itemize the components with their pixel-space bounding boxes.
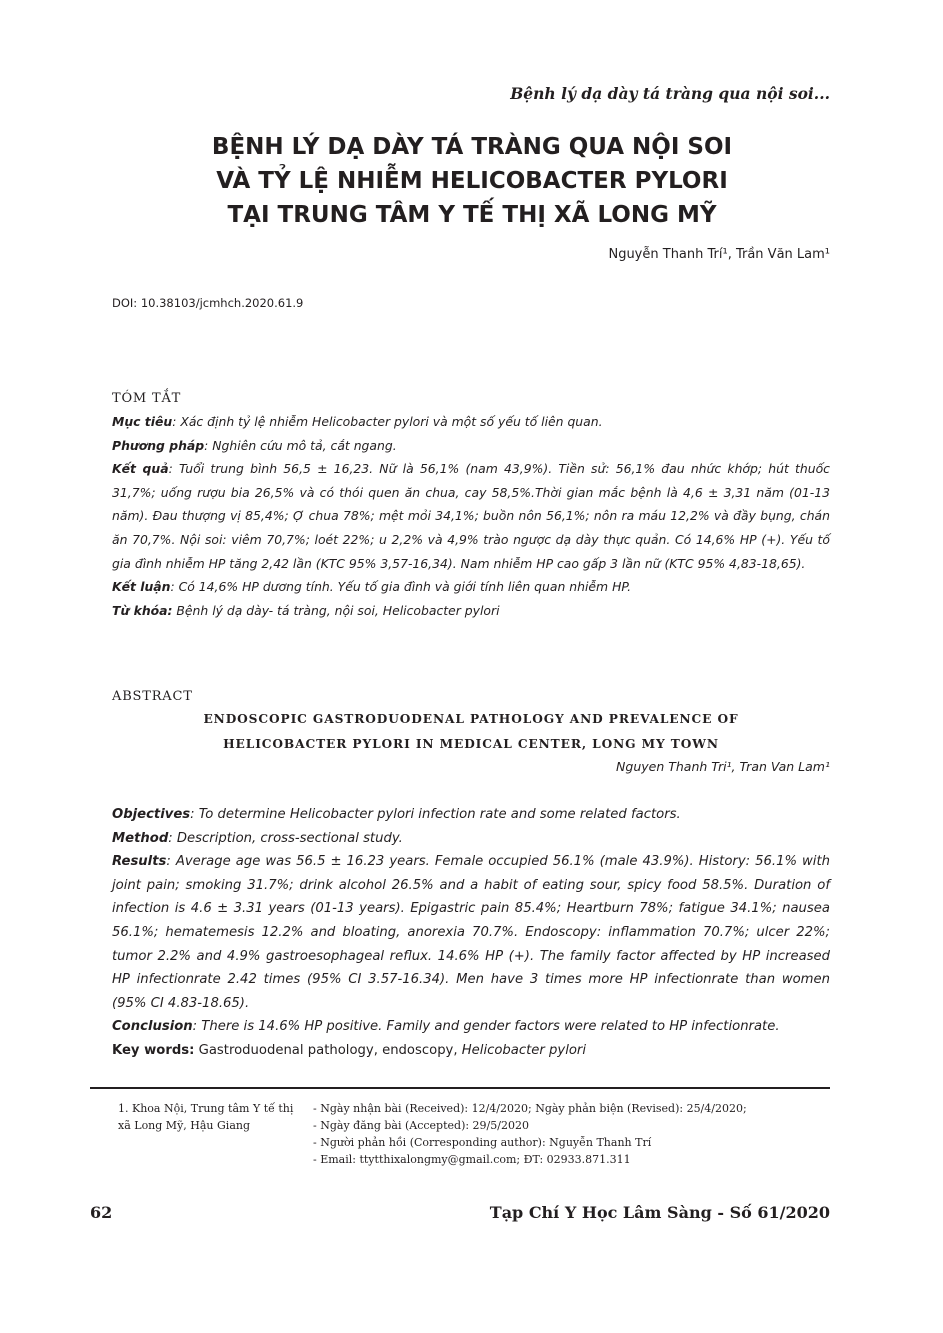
authors-vietnamese: Nguyễn Thanh Trí¹, Trần Văn Lam¹ (608, 247, 830, 262)
text-keywords-italic: Helicobacter pylori (461, 1042, 587, 1058)
label-method: Method (112, 830, 169, 846)
text-results: : Average age was 56.5 ± 16.23 years. Female occupied 56.1% (male 43.9%). History: 56.1% with joint pain; smoking 31.7%; drink alcohol 26.5% and a habit of eating sour, spicy food 58.5%. Duration of infection is 4.6 ± 3.31 years (01-13 years). Epigastric pain 85.4%; Heartburn 78%; fatigue 34.1%; nausea 56.1%; hematemesis 12.2% and bloating, anorexia 70.7%. Endoscopy: inflammation 70.7%; ulcer 22%; tumor 2.2% and 4.9% gastroesophageal reflux. 14.6% HP (+). The family factor affected by HP increased HP infectionrate 2.42 times (95% CI 3.57-16.34). Men have 3 times more HP infectionrate than women (95% CI 4.83-18.65). (112, 854, 830, 1011)
abstract-title-line-2: HELICOBACTER PYLORI IN MEDICAL CENTER, LONG MY TOWN (223, 737, 719, 751)
text-tu-khoa: Bệnh lý dạ dày- tá tràng, nội soi, Helicobacter pylori (172, 602, 500, 618)
title-line-2: VÀ TỶ LỆ NHIỄM HELICOBACTER PYLORI (216, 168, 728, 194)
abstract-title-line-1: ENDOSCOPIC GASTRODUODENAL PATHOLOGY AND PREVALENCE OF (203, 712, 739, 726)
label-objectives: Objectives (112, 807, 191, 822)
affiliation-note (118, 1100, 293, 1134)
text-keywords-plain: Gastroduodenal pathology, endoscopy, (194, 1042, 462, 1058)
page-number: 62 (90, 1203, 113, 1222)
text-muc-tieu: : Xác định tỷ lệ nhiễm Helicobacter pylori và một số yếu tố liên quan. (172, 414, 603, 429)
tomtat-ket-luan (112, 575, 830, 599)
tomtat-body (112, 410, 830, 622)
text-objectives: : To determine Helicobacter pylori infection rate and some related factors. (190, 807, 681, 822)
footnote-divider (90, 1087, 830, 1089)
tomtat-phuong-phap (112, 434, 830, 458)
label-results: Results (112, 854, 167, 870)
tomtat-tu-khoa (112, 599, 830, 623)
affiliation-line-2: xã Long Mỹ, Hậu Giang (118, 1119, 250, 1132)
title-line-3: TẠI TRUNG TÂM Y TẾ THỊ XÃ LONG MỸ (227, 202, 717, 228)
accepted-date: - Ngày đăng bài (Accepted): 29/5/2020 (313, 1119, 529, 1132)
doi[interactable]: DOI: 10.38103/jcmhch.2020.61.9 (112, 296, 304, 310)
title-line-1: BỆNH LÝ DẠ DÀY TÁ TRÀNG QUA NỘI SOI (211, 134, 733, 160)
label-ket-luan: Kết luận (112, 579, 171, 595)
article-title (150, 130, 794, 232)
text-phuong-phap: : Nghiên cứu mô tả, cắt ngang. (204, 437, 397, 453)
abstract-objectives (112, 803, 830, 827)
contact-email[interactable]: - Email: ttytthixalongmy@gmail.com; ĐT: 02933.871.311 (313, 1153, 631, 1166)
authors-english: Nguyen Thanh Tri¹, Tran Van Lam¹ (616, 759, 830, 774)
label-tu-khoa: Từ khóa: (112, 602, 173, 618)
abstract-body (112, 803, 830, 1063)
label-conclusion: Conclusion (112, 1019, 193, 1035)
abstract-title (112, 707, 830, 757)
label-keywords: Key words: (112, 1042, 195, 1058)
tomtat-heading: TÓM TẮT (112, 391, 182, 406)
abstract-keywords (112, 1039, 830, 1063)
abstract-conclusion (112, 1015, 830, 1039)
abstract-results (112, 850, 830, 1015)
tomtat-ket-qua (112, 457, 830, 575)
journal-name: Tạp Chí Y Học Lâm Sàng - Số 61/2020 (489, 1203, 830, 1222)
received-date: - Ngày nhận bài (Received): 12/4/2020; Ngày phản biện (Revised): 25/4/2020; (313, 1102, 747, 1115)
text-method: : Description, cross-sectional study. (168, 830, 403, 846)
corresponding-author: - Người phản hồi (Corresponding author): Nguyễn Thanh Trí (313, 1136, 652, 1149)
affiliation-line-1: 1. Khoa Nội, Trung tâm Y tế thị (118, 1102, 294, 1115)
running-head: Bệnh lý dạ dày tá tràng qua nội soi... (510, 84, 830, 103)
abstract-method (112, 827, 830, 851)
label-muc-tieu: Mục tiêu (112, 414, 173, 429)
article-dates-note (313, 1100, 747, 1168)
label-ket-qua: Kết quả (112, 461, 169, 477)
tomtat-muc-tieu (112, 410, 830, 434)
text-ket-luan: : Có 14,6% HP dương tính. Yếu tố gia đình và giới tính liên quan nhiễm HP. (170, 579, 632, 595)
text-conclusion: : There is 14.6% HP positive. Family and gender factors were related to HP infectionrate. (192, 1019, 780, 1035)
abstract-heading: ABSTRACT (112, 689, 193, 704)
text-ket-qua: : Tuổi trung bình 56,5 ± 16,23. Nữ là 56,1% (nam 43,9%). Tiền sử: 56,1% đau nhức khớp; hút thuốc 31,7%; uống rượu bia 26,5% và có thói quen ăn chua, cay 58,5%.Thời gian mắc bệnh là 4,6 ± 3,31 năm (01-13 năm). Đau thượng vị 85,4%; Ợ chua 78%; mệt mỏi 34,1%; buồn nôn 56,1%; nôn ra máu 12,2% và đầy bụng, chán ăn 70,7%. Nội soi: viêm 70,7%; loét 22%; u 2,2% và 4,9% trào ngược dạ dày thực quản. Có 14,6% HP (+). Yếu tố gia đình nhiễm HP tăng 2,42 lần (KTC 95% 3,57-16,34). Nam nhiễm HP cao gấp 3 lần nữ (KTC 95% 4,83-18,65). (112, 461, 830, 571)
label-phuong-phap: Phương pháp (112, 437, 205, 453)
